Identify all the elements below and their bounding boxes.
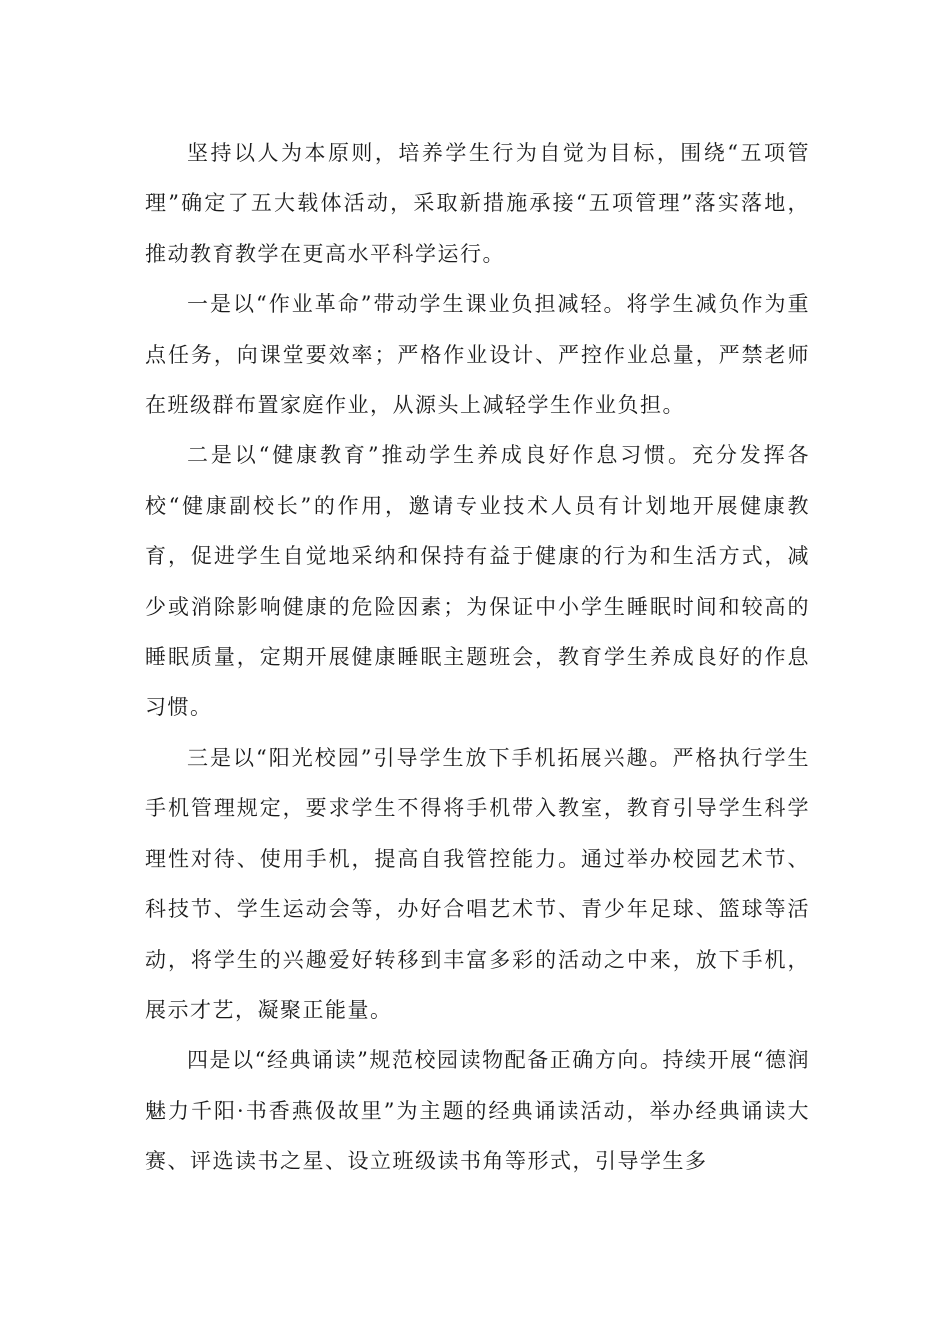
paragraph-sunshine-campus: 三是以“阳光校园”引导学生放下手机拓展兴趣。严格执行学生手机管理规定，要求学生不得将手机带入教室，教育引导学生科学理性对待、使用手机，提高自我管控能力。通过举办校园艺术节、科技节、学生运动会等，办好合唱艺术节、青少年足球、篮球等活动，将学生的兴趣爱好转移到丰富多彩的活动之中来，放下手机，展示才艺，凝聚正能量。 bbox=[145, 745, 810, 1022]
paragraph-health-education: 二是以“健康教育”推动学生养成良好作息习惯。充分发挥各校“健康副校长”的作用，邀请专业技术人员有计划地开展健康教育，促进学生自觉地采纳和保持有益于健康的行为和生活方式，减少或消除影响健康的危险因素；为保证中小学生睡眠时间和较高的睡眠质量，定期开展健康睡眠主题班会，教育学生养成良好的作息习惯。 bbox=[145, 443, 810, 720]
document-body bbox=[145, 128, 810, 1187]
paragraph-intro: 坚持以人为本原则，培养学生行为自觉为目标，围绕“五项管理”确定了五大载体活动，采取新措施承接“五项管理”落实落地，推动教育教学在更高水平科学运行。 bbox=[145, 141, 810, 266]
paragraph-classic-reading: 四是以“经典诵读”规范校园读物配备正确方向。持续开展“德润魅力千阳·书香燕伋故里”为主题的经典诵读活动，举办经典诵读大赛、评选读书之星、设立班级读书角等形式，引导学生多 bbox=[145, 1048, 810, 1174]
paragraph-homework-reform: 一是以“作业革命”带动学生课业负担减轻。将学生减负作为重点任务，向课堂要效率；严格作业设计、严控作业总量，严禁老师在班级群布置家庭作业，从源头上减轻学生作业负担。 bbox=[145, 292, 810, 418]
